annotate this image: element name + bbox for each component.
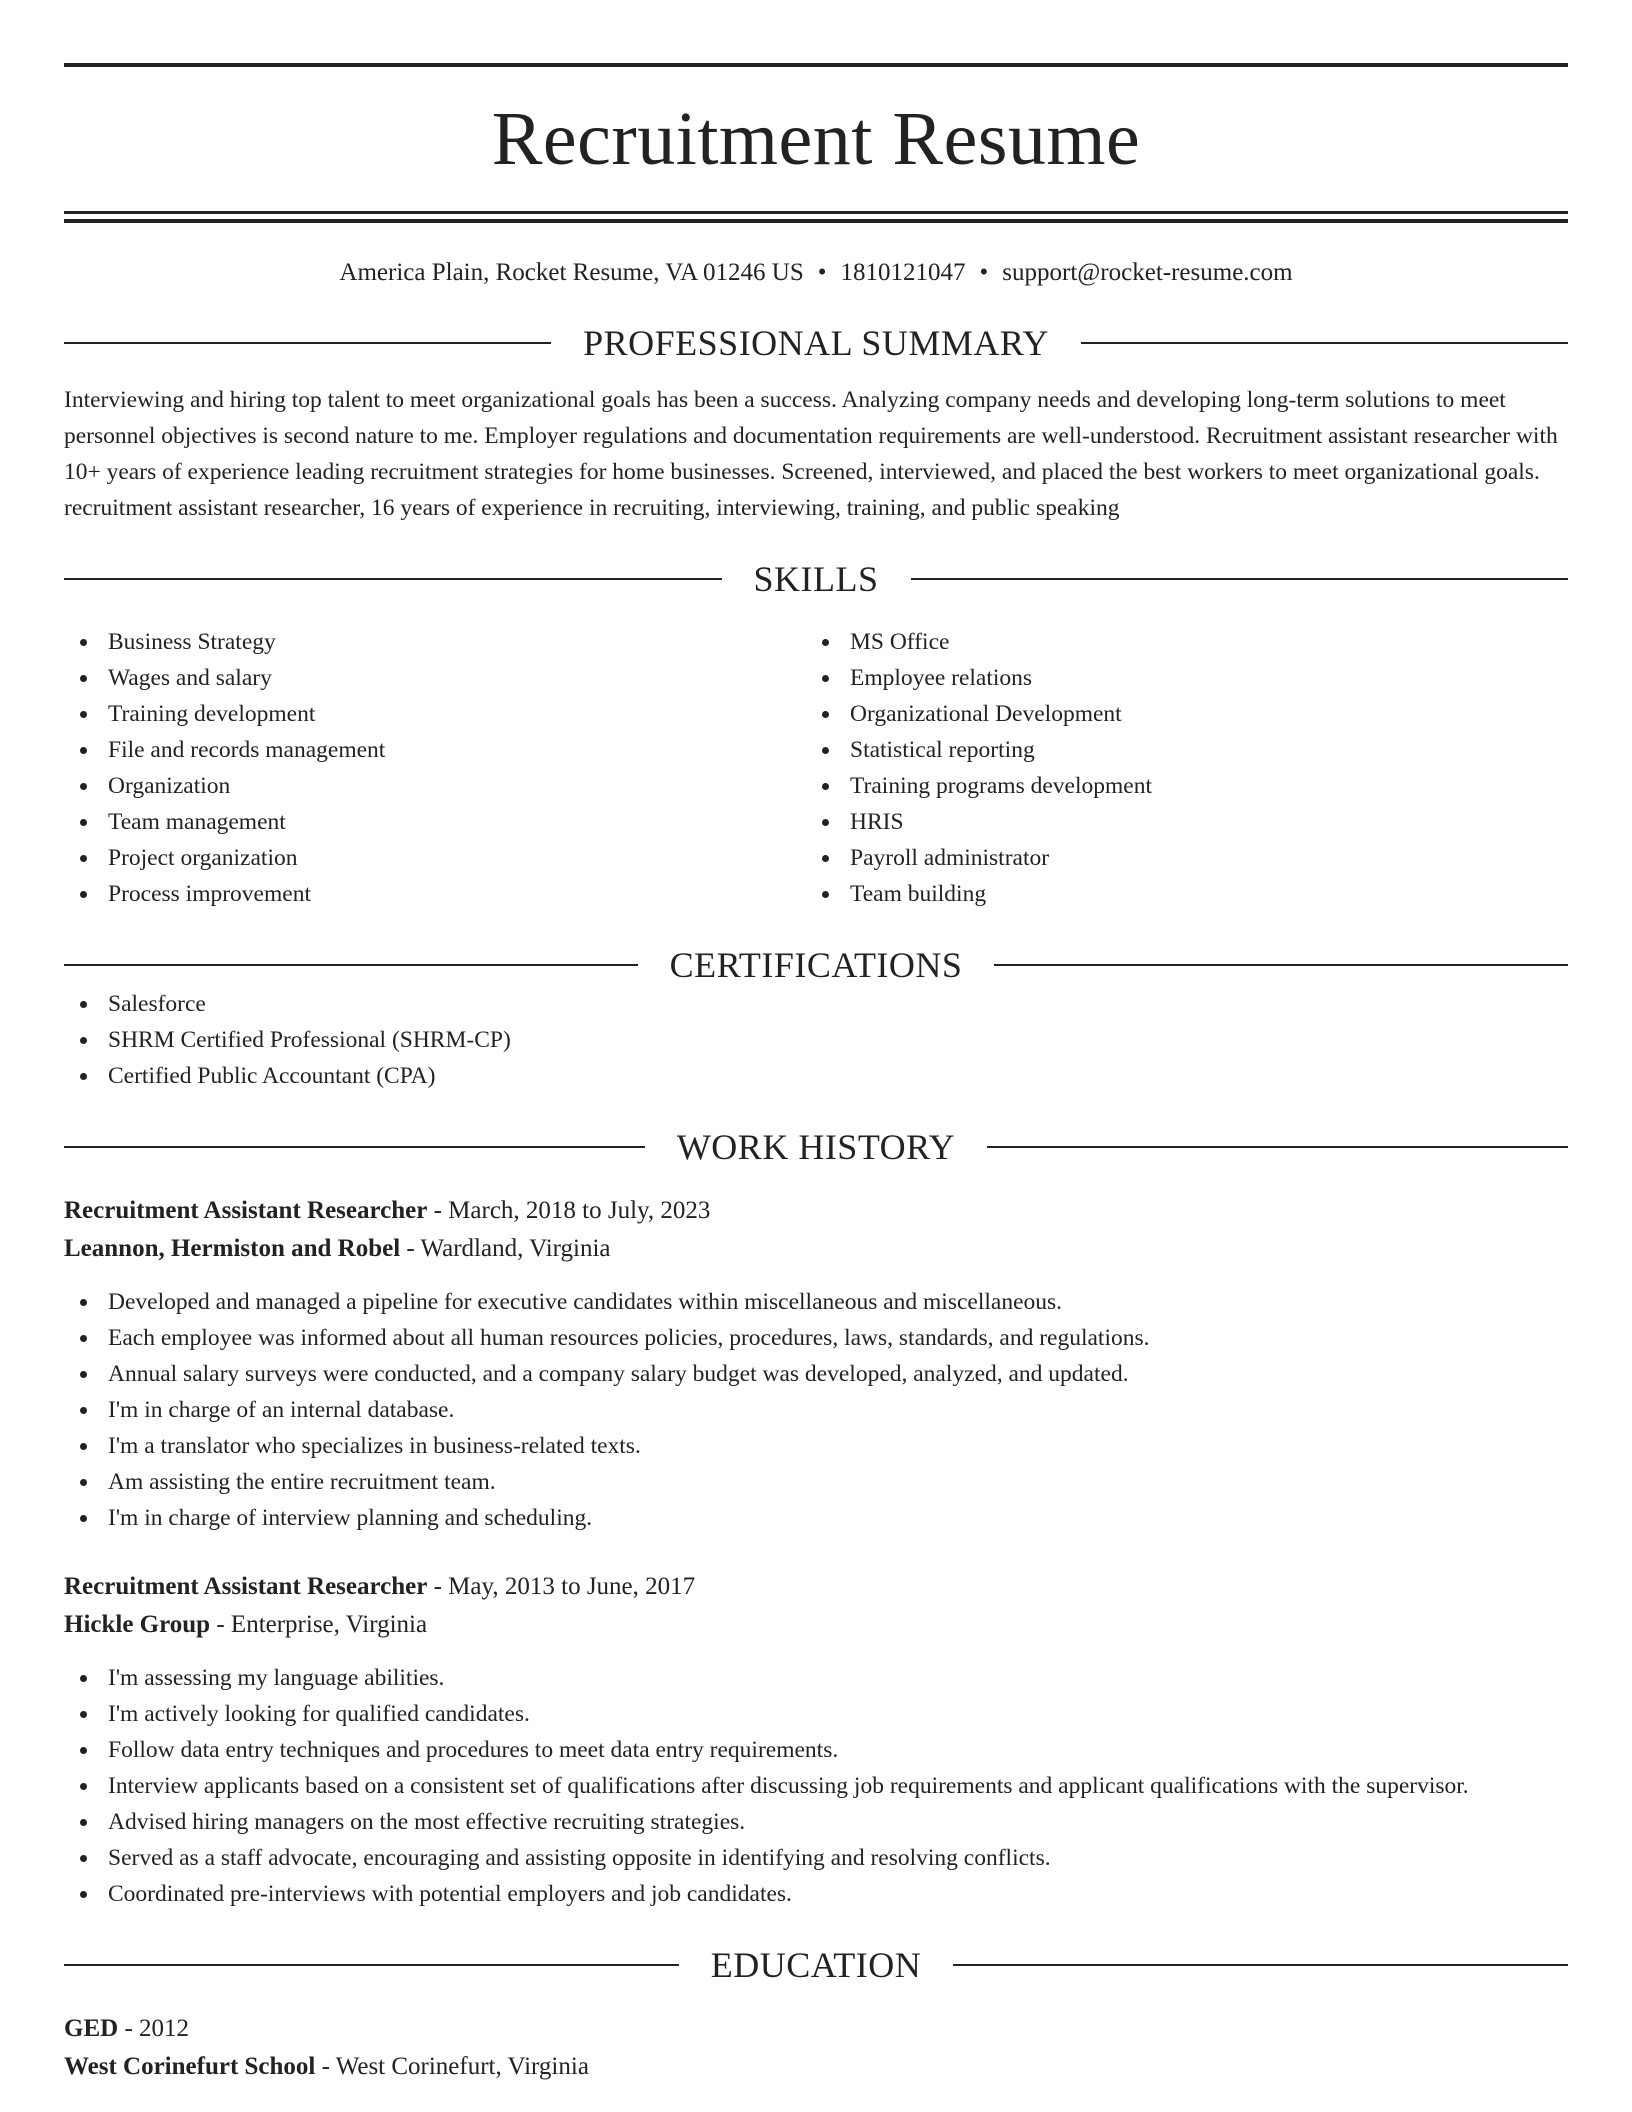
job-duty-item: Coordinated pre-interviews with potential employers and job candidates. xyxy=(64,1876,1568,1912)
job-duty-item: I'm in charge of interview planning and scheduling. xyxy=(64,1500,1568,1536)
job-duty-item: Served as a staff advocate, encouraging and assisting opposite in identifying and resolving conflicts. xyxy=(64,1840,1568,1876)
job-location: - Wardland, Virginia xyxy=(400,1235,611,1262)
certification-item: Certified Public Accountant (CPA) xyxy=(64,1058,1568,1094)
top-rule xyxy=(64,63,1568,67)
job-company: Hickle Group xyxy=(64,1611,211,1638)
section-rule xyxy=(64,1964,679,1966)
skill-item: Payroll administrator xyxy=(806,840,1548,876)
certification-item: SHRM Certified Professional (SHRM-CP) xyxy=(64,1022,1568,1058)
job-duties-list xyxy=(64,1284,1568,1536)
job-duty-item: Annual salary surveys were conducted, and a company salary budget was developed, analyzed, and updated. xyxy=(64,1356,1568,1392)
skill-item: File and records management xyxy=(64,732,806,768)
job-entry xyxy=(64,1568,1568,1912)
skill-item: MS Office xyxy=(806,624,1548,660)
skill-item: Team management xyxy=(64,804,806,840)
section-header-education xyxy=(64,1944,1568,1986)
education-school: West Corinefurt School xyxy=(64,2053,316,2080)
skill-item: Statistical reporting xyxy=(806,732,1548,768)
section-rule xyxy=(64,578,722,580)
job-dates: - March, 2018 to July, 2023 xyxy=(427,1197,711,1224)
job-title: Recruitment Assistant Researcher xyxy=(64,1573,428,1600)
section-header-summary xyxy=(64,322,1568,364)
skill-item: Training programs development xyxy=(806,768,1548,804)
job-duty-item: Am assisting the entire recruitment team. xyxy=(64,1464,1568,1500)
section-rule xyxy=(64,1146,645,1148)
resume-title: Recruitment Resume xyxy=(491,97,1141,181)
skills-columns xyxy=(64,624,1568,912)
certifications-list xyxy=(64,986,1568,1094)
job-duty-item: Advised hiring managers on the most effective recruiting strategies. xyxy=(64,1804,1568,1840)
job-duty-item: Each employee was informed about all human resources policies, procedures, laws, standards, and regulations. xyxy=(64,1320,1568,1356)
skill-item: Project organization xyxy=(64,840,806,876)
job-duties-list xyxy=(64,1660,1568,1912)
job-duty-item: I'm assessing my language abilities. xyxy=(64,1660,1568,1696)
contact-separator: • xyxy=(979,259,989,286)
title-double-rule xyxy=(64,211,1568,223)
resume-page xyxy=(64,0,1568,2086)
section-rule xyxy=(1081,342,1568,344)
contact-phone: 1810121047 xyxy=(840,259,966,286)
contact-address: America Plain, Rocket Resume, VA 01246 US xyxy=(339,259,804,286)
job-duty-item: Follow data entry techniques and procedures to meet data entry requirements. xyxy=(64,1732,1568,1768)
job-duty-item: I'm actively looking for qualified candidates. xyxy=(64,1696,1568,1732)
skills-list-right xyxy=(806,624,1548,912)
skill-item: Team building xyxy=(806,876,1548,912)
section-rule xyxy=(911,578,1569,580)
section-title: EDUCATION xyxy=(710,1945,922,1985)
job-title-line xyxy=(64,1192,1568,1230)
job-duty-item: Interview applicants based on a consistent set of qualifications after discussing job requirements and applicant qualifications with the supervisor. xyxy=(64,1768,1568,1804)
skill-item: Process improvement xyxy=(64,876,806,912)
job-title: Recruitment Assistant Researcher xyxy=(64,1197,428,1224)
job-company: Leannon, Hermiston and Robel xyxy=(64,1235,401,1262)
section-rule xyxy=(64,964,638,966)
section-header-certifications xyxy=(64,944,1568,986)
job-dates: - May, 2013 to June, 2017 xyxy=(427,1573,696,1600)
contact-email: support@rocket-resume.com xyxy=(1002,259,1293,286)
skill-item: Employee relations xyxy=(806,660,1548,696)
section-title: SKILLS xyxy=(753,559,879,599)
certification-item: Salesforce xyxy=(64,986,1568,1022)
skill-item: Training development xyxy=(64,696,806,732)
skill-item: HRIS xyxy=(806,804,1548,840)
section-title: WORK HISTORY xyxy=(676,1127,956,1167)
skill-item: Organizational Development xyxy=(806,696,1548,732)
job-company-line xyxy=(64,1606,1568,1644)
education-degree-line xyxy=(64,2010,1568,2048)
job-title-line xyxy=(64,1568,1568,1606)
job-duty-item: I'm a translator who specializes in business-related texts. xyxy=(64,1428,1568,1464)
education-degree: GED xyxy=(64,2015,119,2042)
education-year: - 2012 xyxy=(118,2015,190,2042)
section-header-work-history xyxy=(64,1126,1568,1168)
contact-separator: • xyxy=(817,259,827,286)
section-rule xyxy=(987,1146,1568,1148)
skill-item: Business Strategy xyxy=(64,624,806,660)
skill-item: Organization xyxy=(64,768,806,804)
education-location: - West Corinefurt, Virginia xyxy=(315,2053,589,2080)
job-entry xyxy=(64,1192,1568,1536)
education-entry xyxy=(64,2010,1568,2086)
summary-paragraph: Interviewing and hiring top talent to meet organizational goals has been a success. Analyzing company needs and developing long-term solutions to meet personnel objectives is second nature to me. Employer regulations and documentation requirements are well-understood. Recruitment assistant researcher with 10+ years of experience leading recruitment strategies for home businesses. Screened, interviewed, and placed the best workers to meet organizational goals. recruitment assistant researcher, 16 years of experience in recruiting, interviewing, training, and public speaking xyxy=(64,387,1558,521)
section-title: PROFESSIONAL SUMMARY xyxy=(583,323,1049,363)
job-duty-item: I'm in charge of an internal database. xyxy=(64,1392,1568,1428)
contact-line xyxy=(64,256,1568,290)
job-duty-item: Developed and managed a pipeline for executive candidates within miscellaneous and miscellaneous. xyxy=(64,1284,1568,1320)
skills-list-left xyxy=(64,624,806,912)
section-rule xyxy=(953,1964,1568,1966)
section-header-skills xyxy=(64,558,1568,600)
section-title: CERTIFICATIONS xyxy=(669,945,963,985)
skill-item: Wages and salary xyxy=(64,660,806,696)
section-rule xyxy=(64,342,551,344)
section-rule xyxy=(994,964,1568,966)
education-school-line xyxy=(64,2048,1568,2086)
job-company-line xyxy=(64,1230,1568,1268)
job-location: - Enterprise, Virginia xyxy=(210,1611,428,1638)
